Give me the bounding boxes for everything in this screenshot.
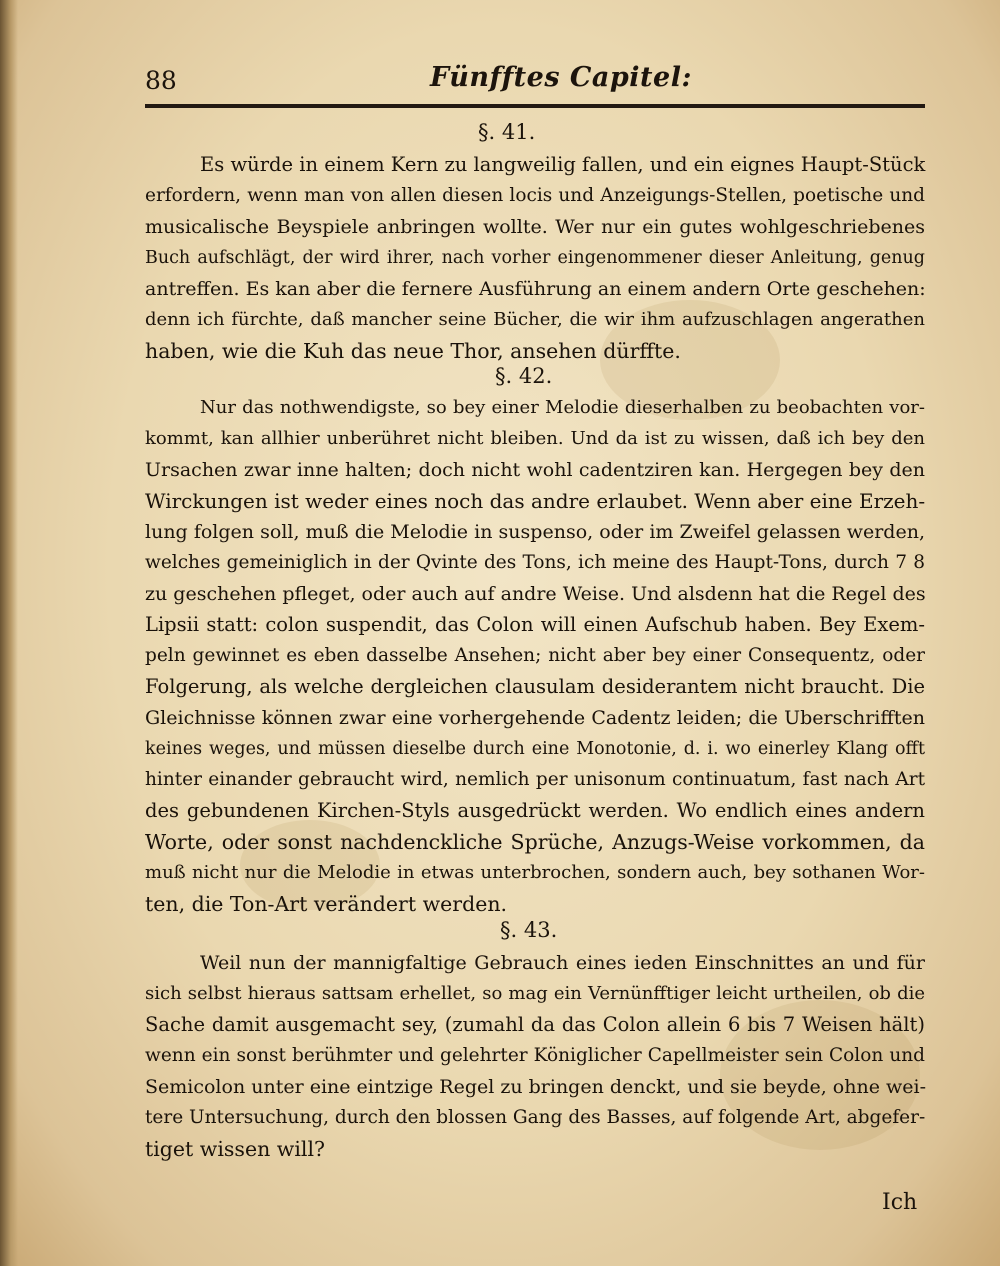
text-line: denn ich fürchte, daß mancher seine Bücher, die wir ihm aufzuschlagen angerathen [145, 309, 925, 330]
chapter-title: Fünfftes Capitel: [430, 62, 692, 93]
text-line: Weil nun der mannigfaltige Gebrauch eines ieden Einschnittes an und für [200, 952, 925, 974]
text-line: ten, die Ton-Art verändert werden. [145, 892, 508, 916]
header-rule [145, 104, 925, 108]
text-line: antreffen. Es kan aber die fernere Ausführung an einem andern Orte geschehen: [145, 278, 926, 300]
text-line: keines weges, und müssen dieselbe durch eine Monotonie, d. i. wo einerley Klang offt [145, 739, 925, 759]
text-line: tere Untersuchung, durch den blossen Gang des Basses, auf folgende Art, abgefer- [145, 1107, 926, 1128]
text-line: wenn ein sonst berühmter und gelehrter Königlicher Capellmeister sein Colon und [145, 1045, 925, 1066]
text-line: Lipsii statt: colon suspendit, das Colon will einen Aufschub haben. Bey Exem- [145, 613, 925, 636]
text-line: Folgerung, als welche dergleichen clausulam desiderantem nicht braucht. Die [145, 675, 925, 698]
section-heading: §. 41. [478, 120, 536, 144]
text-line: Ursachen zwar inne halten; doch nicht wohl cadentziren kan. Hergegen bey den [145, 459, 925, 481]
text-line: sich selbst hieraus sattsam erhellet, so mag ein Vernünfftiger leicht urtheilen, ob die [145, 983, 925, 1004]
book-spine-shadow [0, 0, 18, 1266]
text-line: muß nicht nur die Melodie in etwas unterbrochen, sondern auch, bey sothanen Wor- [145, 862, 925, 883]
text-line: des gebundenen Kirchen-Styls ausgedrückt werden. Wo endlich eines andern [145, 799, 925, 822]
text-line: musicalische Beyspiele anbringen wollte. Wer nur ein gutes wohlgeschriebenes [145, 216, 925, 238]
text-line: haben, wie die Kuh das neue Thor, ansehen dürffte. [145, 339, 681, 363]
text-line: lung folgen soll, muß die Melodie in suspenso, oder im Zweifel gelassen werden, [145, 521, 925, 543]
page-number: 88 [145, 66, 177, 95]
text-line: erfordern, wenn man von allen diesen locis und Anzeigungs-Stellen, poetische und [145, 185, 925, 206]
text-line: welches gemeiniglich in der Qvinte des Tons, ich meine des Haupt-Tons, durch 7 8 [145, 552, 925, 573]
text-line: Semicolon unter eine eintzige Regel zu bringen denckt, und sie beyde, ohne wei- [145, 1076, 926, 1098]
text-line: Worte, oder sonst nachdenckliche Sprüche, Anzugs-Weise vorkommen, da [145, 830, 925, 854]
catchword: Ich [882, 1190, 918, 1215]
section-heading: §. 42. [495, 364, 553, 388]
text-line: Gleichnisse können zwar eine vorhergehende Cadentz leiden; die Uberschrifften [145, 707, 925, 729]
text-line: zu geschehen pfleget, oder auch auf andre Weise. Und alsdenn hat die Regel des [145, 583, 926, 605]
text-line: Nur das nothwendigste, so bey einer Melodie dieserhalben zu beobachten vor- [200, 397, 925, 418]
text-line: Wirckungen ist weder eines noch das andre erlaubet. Wenn aber eine Erzeh- [145, 489, 926, 513]
text-line: Es würde in einem Kern zu langweilig fallen, und ein eignes Haupt-Stück [200, 153, 926, 176]
text-line: tiget wissen will? [145, 1137, 326, 1161]
text-line: Sache damit ausgemacht sey, (zumahl da das Colon allein 6 bis 7 Weisen hält) [145, 1013, 925, 1036]
page-header [145, 62, 925, 104]
text-line: hinter einander gebraucht wird, nemlich per unisonum continuatum, fast nach Art [145, 769, 925, 790]
section-heading: §. 43. [500, 918, 558, 942]
text-line: Buch aufschlägt, der wird ihrer, nach vorher eingenommener dieser Anleitung, genug [145, 248, 925, 268]
text-line: kommt, kan allhier unberühret nicht bleiben. Und da ist zu wissen, daß ich bey den [145, 428, 925, 449]
text-line: peln gewinnet es eben dasselbe Ansehen; nicht aber bey einer Consequentz, oder [145, 645, 925, 666]
